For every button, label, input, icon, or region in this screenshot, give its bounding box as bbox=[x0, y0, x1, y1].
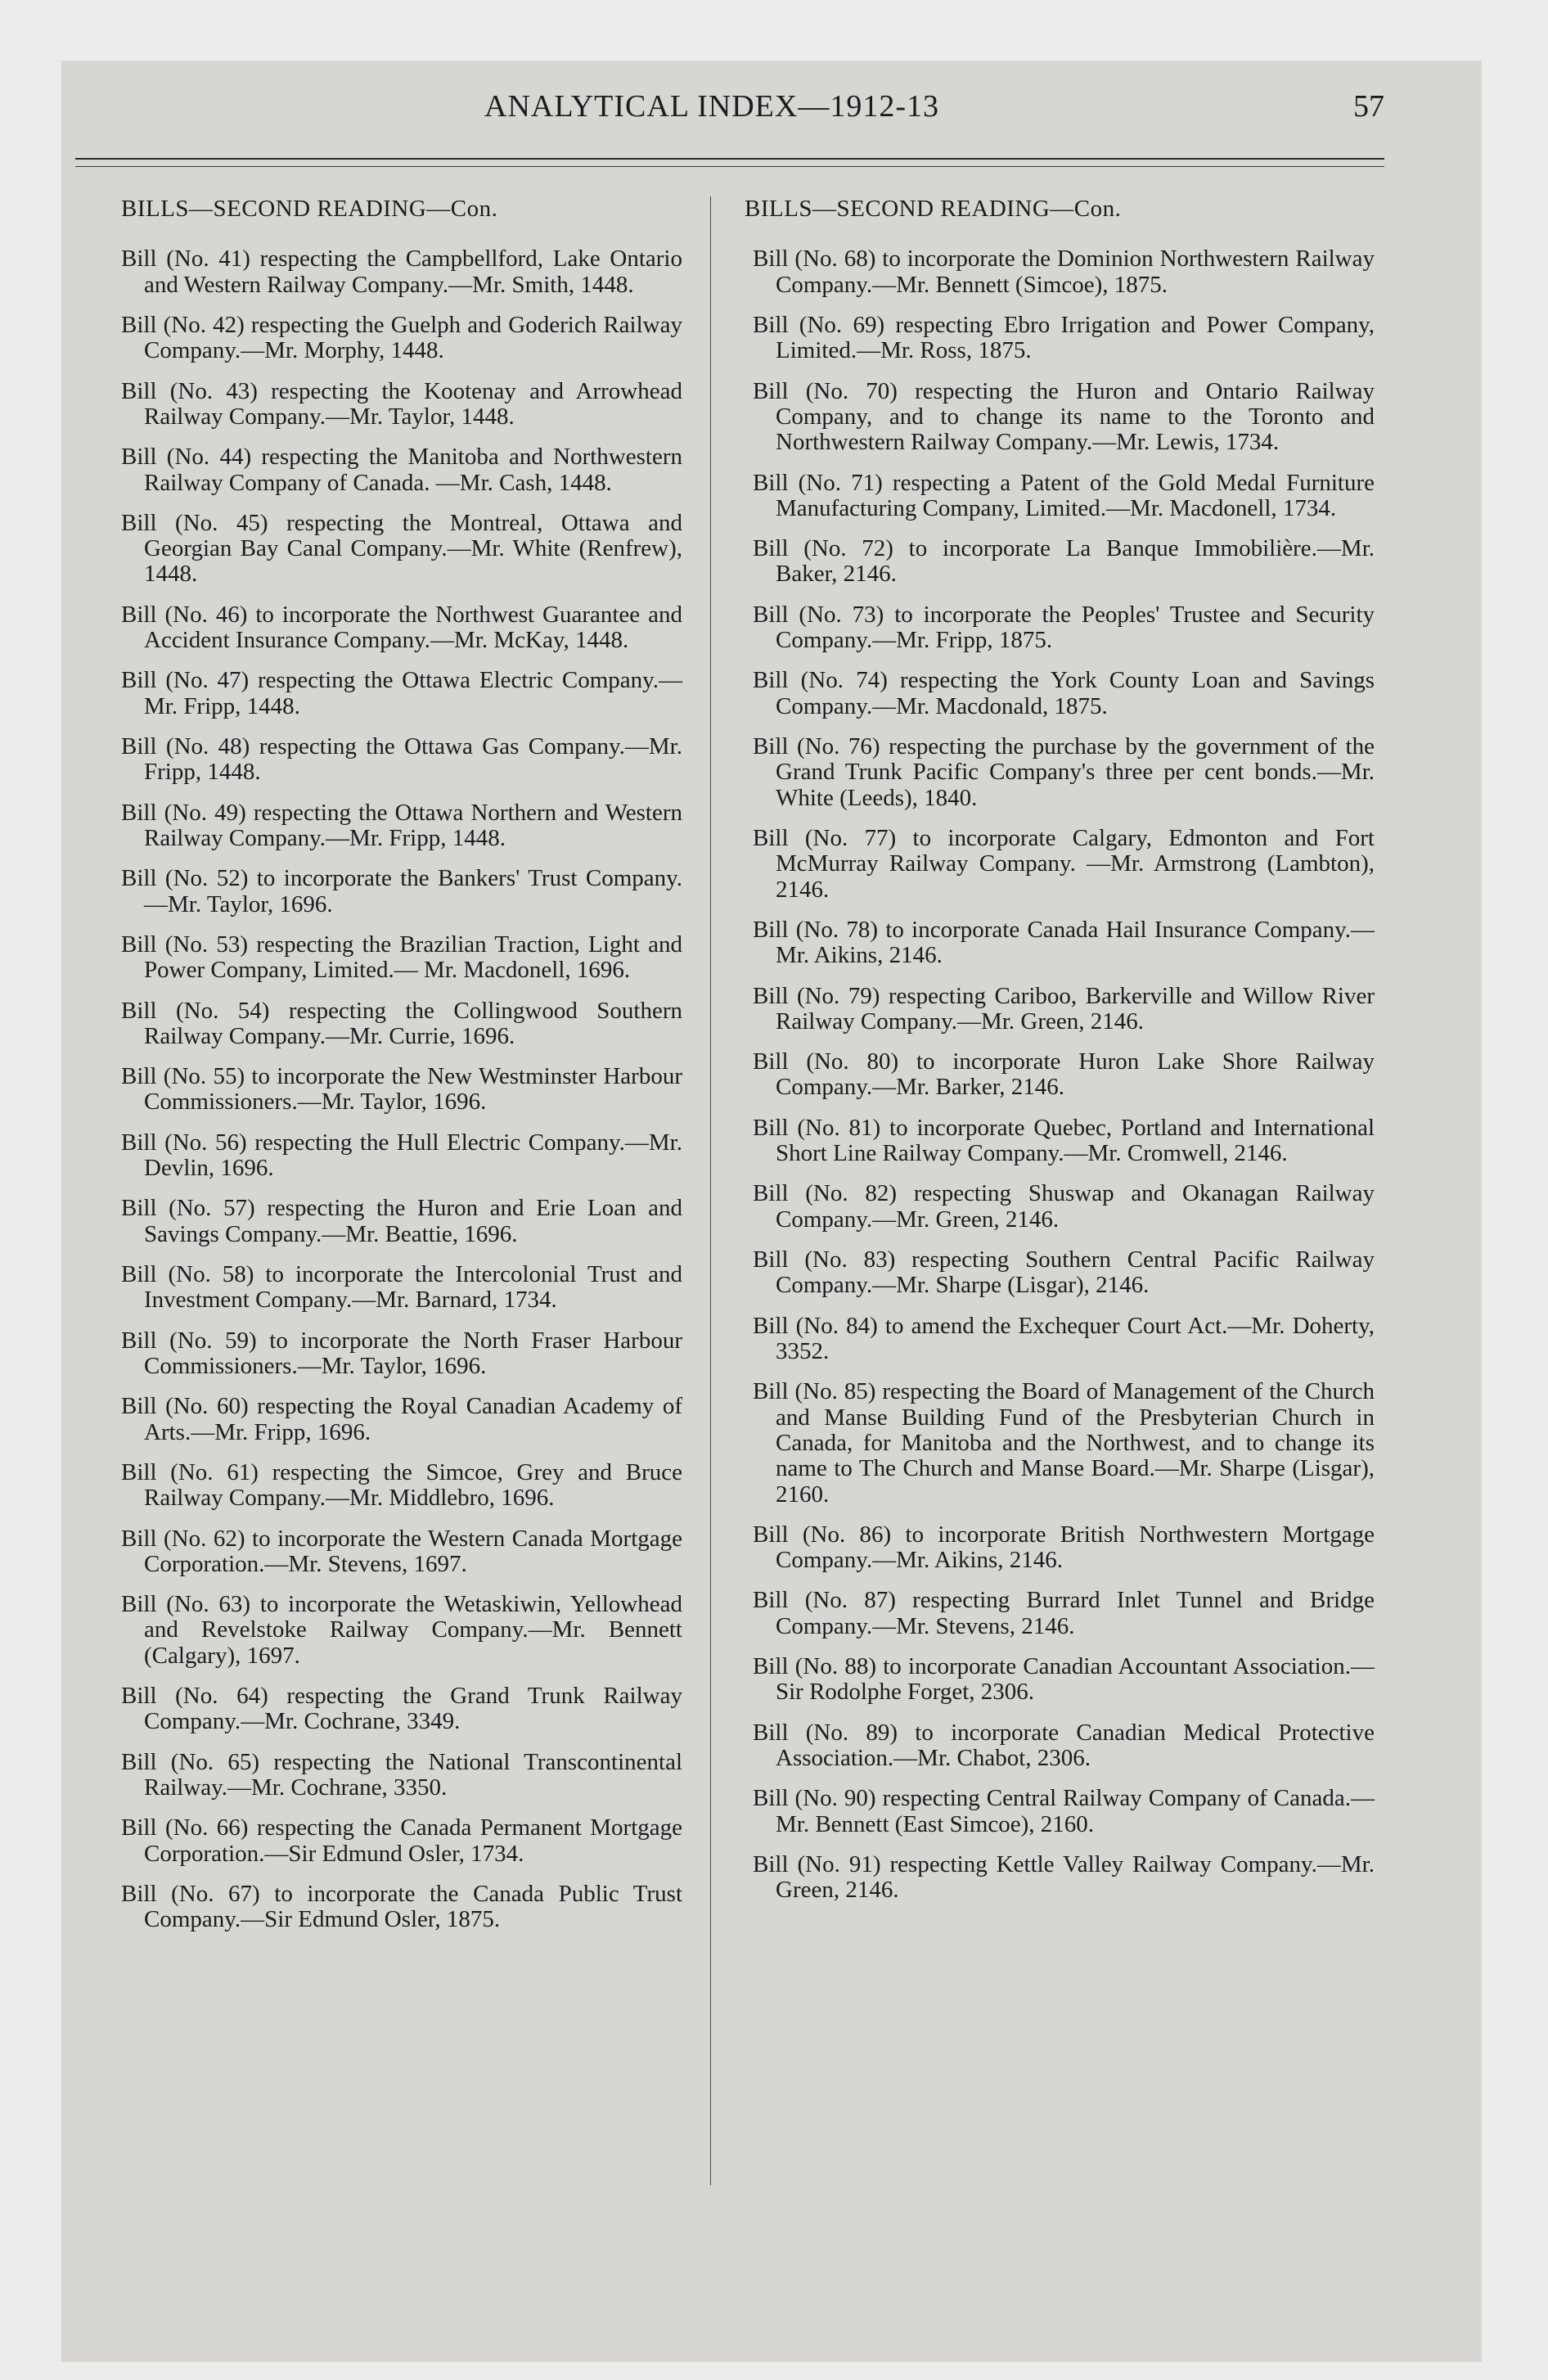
index-entry: Bill (No. 52) to incorporate the Bankers' Trust Company.—Mr. Taylor, 1696. bbox=[121, 865, 682, 917]
index-entry: Bill (No. 48) respecting the Ottawa Gas Company.—Mr. Fripp, 1448. bbox=[121, 733, 682, 786]
index-entry: Bill (No. 64) respecting the Grand Trunk Railway Company.—Mr. Cochrane, 3349. bbox=[121, 1683, 682, 1735]
index-entry: Bill (No. 60) respecting the Royal Canadian Academy of Arts.—Mr. Fripp, 1696. bbox=[121, 1393, 682, 1445]
index-entry: Bill (No. 55) to incorporate the New Westminster Harbour Commissioners.—Mr. Taylor, 1696. bbox=[121, 1063, 682, 1116]
index-entry: Bill (No. 74) respecting the York County Loan and Savings Company.—Mr. Macdonald, 1875. bbox=[753, 667, 1375, 719]
header-rule-thick bbox=[75, 158, 1384, 160]
index-entry: Bill (No. 77) to incorporate Calgary, Edmonton and Fort McMurray Railway Company. —Mr. Armstrong (Lambton), 2146. bbox=[753, 824, 1375, 903]
index-entry: Bill (No. 80) to incorporate Huron Lake Shore Railway Company.—Mr. Barker, 2146. bbox=[753, 1048, 1375, 1101]
index-entry: Bill (No. 79) respecting Cariboo, Barkerville and Willow River Railway Company.—Mr. Green, 2146. bbox=[753, 982, 1375, 1034]
index-entry: Bill (No. 86) to incorporate British Northwestern Mortgage Company.—Mr. Aikins, 2146. bbox=[753, 1521, 1375, 1574]
index-entry: Bill (No. 89) to incorporate Canadian Medical Protective Association.—Mr. Chabot, 2306. bbox=[753, 1719, 1375, 1771]
index-entry: Bill (No. 66) respecting the Canada Permanent Mortgage Corporation.—Sir Edmund Osler, 1734. bbox=[121, 1814, 682, 1867]
index-entry: Bill (No. 61) respecting the Simcoe, Grey and Bruce Railway Company.—Mr. Middlebro, 1696. bbox=[121, 1458, 682, 1512]
left-column bbox=[121, 196, 682, 1948]
index-entry: Bill (No. 68) to incorporate the Dominion Northwestern Railway Company.—Mr. Bennett (Simcoe), 1875. bbox=[753, 246, 1375, 298]
column-divider bbox=[710, 196, 711, 2185]
index-entry: Bill (No. 47) respecting the Ottawa Electric Company.—Mr. Fripp, 1448. bbox=[121, 667, 682, 719]
index-entry: Bill (No. 59) to incorporate the North Fraser Harbour Commissioners.—Mr. Taylor, 1696. bbox=[121, 1327, 682, 1379]
index-entry: Bill (No. 87) respecting Burrard Inlet Tunnel and Bridge Company.—Mr. Stevens, 2146. bbox=[753, 1587, 1375, 1639]
index-entry: Bill (No. 58) to incorporate the Intercolonial Trust and Investment Company.—Mr. Barnard, 1734. bbox=[121, 1261, 682, 1314]
index-entry: Bill (No. 69) respecting Ebro Irrigation and Power Company, Limited.—Mr. Ross, 1875. bbox=[753, 311, 1375, 364]
right-entry-list bbox=[753, 246, 1375, 1903]
index-entry: Bill (No. 57) respecting the Huron and Erie Loan and Savings Company.—Mr. Beattie, 1696. bbox=[121, 1195, 682, 1247]
index-entry: Bill (No. 85) respecting the Board of Management of the Church and Manse Building Fund of the Presbyterian Church in Canada, for Manitoba and the Northwest, and to change its name to The Church and Manse Board.—Mr. Sharpe (Lisgar), 2160. bbox=[753, 1378, 1375, 1508]
running-title: ANALYTICAL INDEX—1912-13 bbox=[484, 89, 939, 124]
index-entry: Bill (No. 90) respecting Central Railway Company of Canada.—Mr. Bennett (East Simcoe), 2160. bbox=[753, 1785, 1375, 1837]
index-entry: Bill (No. 42) respecting the Guelph and Goderich Railway Company.—Mr. Morphy, 1448. bbox=[121, 311, 682, 364]
index-entry: Bill (No. 46) to incorporate the Northwest Guarantee and Accident Insurance Company.—Mr. McKay, 1448. bbox=[121, 601, 682, 654]
index-entry: Bill (No. 41) respecting the Campbellford, Lake Ontario and Western Railway Company.—Mr. Smith, 1448. bbox=[121, 246, 682, 298]
left-entry-list bbox=[121, 246, 682, 1932]
index-entry: Bill (No. 91) respecting Kettle Valley Railway Company.—Mr. Green, 2146. bbox=[753, 1850, 1375, 1904]
index-entry: Bill (No. 88) to incorporate Canadian Accountant Association.—Sir Rodolphe Forget, 2306. bbox=[753, 1653, 1375, 1706]
left-column-heading: BILLS—SECOND READING—Con. bbox=[121, 196, 498, 222]
index-entry: Bill (No. 63) to incorporate the Wetaskiwin, Yellowhead and Revelstoke Railway Company.—Mr. Bennett (Calgary), 1697. bbox=[121, 1591, 682, 1669]
index-entry: Bill (No. 44) respecting the Manitoba and Northwestern Railway Company of Canada. —Mr. Cash, 1448. bbox=[121, 444, 682, 496]
index-entry: Bill (No. 82) respecting Shuswap and Okanagan Railway Company.—Mr. Green, 2146. bbox=[753, 1180, 1375, 1233]
index-entry: Bill (No. 54) respecting the Collingwood Southern Railway Company.—Mr. Currie, 1696. bbox=[121, 997, 682, 1049]
index-entry: Bill (No. 72) to incorporate La Banque Immobilière.—Mr. Baker, 2146. bbox=[753, 535, 1375, 588]
header-rule-thin bbox=[75, 166, 1384, 167]
right-column-heading: BILLS—SECOND READING—Con. bbox=[745, 196, 1122, 222]
index-entry: Bill (No. 84) to amend the Exchequer Court Act.—Mr. Doherty, 3352. bbox=[753, 1312, 1375, 1364]
right-column bbox=[745, 196, 1375, 1918]
page-header bbox=[75, 88, 1384, 129]
index-entry: Bill (No. 76) respecting the purchase by the government of the Grand Trunk Pacific Company's three per cent bonds.—Mr. White (Leeds), 1840. bbox=[753, 733, 1375, 811]
index-entry: Bill (No. 70) respecting the Huron and Ontario Railway Company, and to change its name to the Toronto and Northwestern Railway Company.—Mr. Lewis, 1734. bbox=[753, 377, 1375, 456]
index-entry: Bill (No. 81) to incorporate Quebec, Portland and International Short Line Railway Company.—Mr. Cromwell, 2146. bbox=[753, 1114, 1375, 1167]
index-entry: Bill (No. 45) respecting the Montreal, Ottawa and Georgian Bay Canal Company.—Mr. White (Renfrew), 1448. bbox=[121, 509, 682, 588]
index-entry: Bill (No. 53) respecting the Brazilian Traction, Light and Power Company, Limited.— Mr. Macdonell, 1696. bbox=[121, 931, 682, 984]
page-number: 57 bbox=[1353, 89, 1384, 124]
index-entry: Bill (No. 43) respecting the Kootenay and Arrowhead Railway Company.—Mr. Taylor, 1448. bbox=[121, 377, 682, 430]
index-entry: Bill (No. 73) to incorporate the Peoples' Trustee and Security Company.—Mr. Fripp, 1875. bbox=[753, 601, 1375, 654]
index-entry: Bill (No. 78) to incorporate Canada Hail Insurance Company.—Mr. Aikins, 2146. bbox=[753, 916, 1375, 969]
index-entry: Bill (No. 65) respecting the National Transcontinental Railway.—Mr. Cochrane, 3350. bbox=[121, 1748, 682, 1801]
index-entry: Bill (No. 49) respecting the Ottawa Northern and Western Railway Company.—Mr. Fripp, 1448. bbox=[121, 799, 682, 851]
index-entry: Bill (No. 71) respecting a Patent of the Gold Medal Furniture Manufacturing Company, Limited.—Mr. Macdonell, 1734. bbox=[753, 469, 1375, 521]
index-entry: Bill (No. 83) respecting Southern Central Pacific Railway Company.—Mr. Sharpe (Lisgar), 2146. bbox=[753, 1246, 1375, 1299]
index-entry: Bill (No. 62) to incorporate the Western Canada Mortgage Corporation.—Mr. Stevens, 1697. bbox=[121, 1525, 682, 1577]
index-entry: Bill (No. 56) respecting the Hull Electric Company.—Mr. Devlin, 1696. bbox=[121, 1129, 682, 1182]
index-entry: Bill (No. 67) to incorporate the Canada Public Trust Company.—Sir Edmund Osler, 1875. bbox=[121, 1880, 682, 1933]
